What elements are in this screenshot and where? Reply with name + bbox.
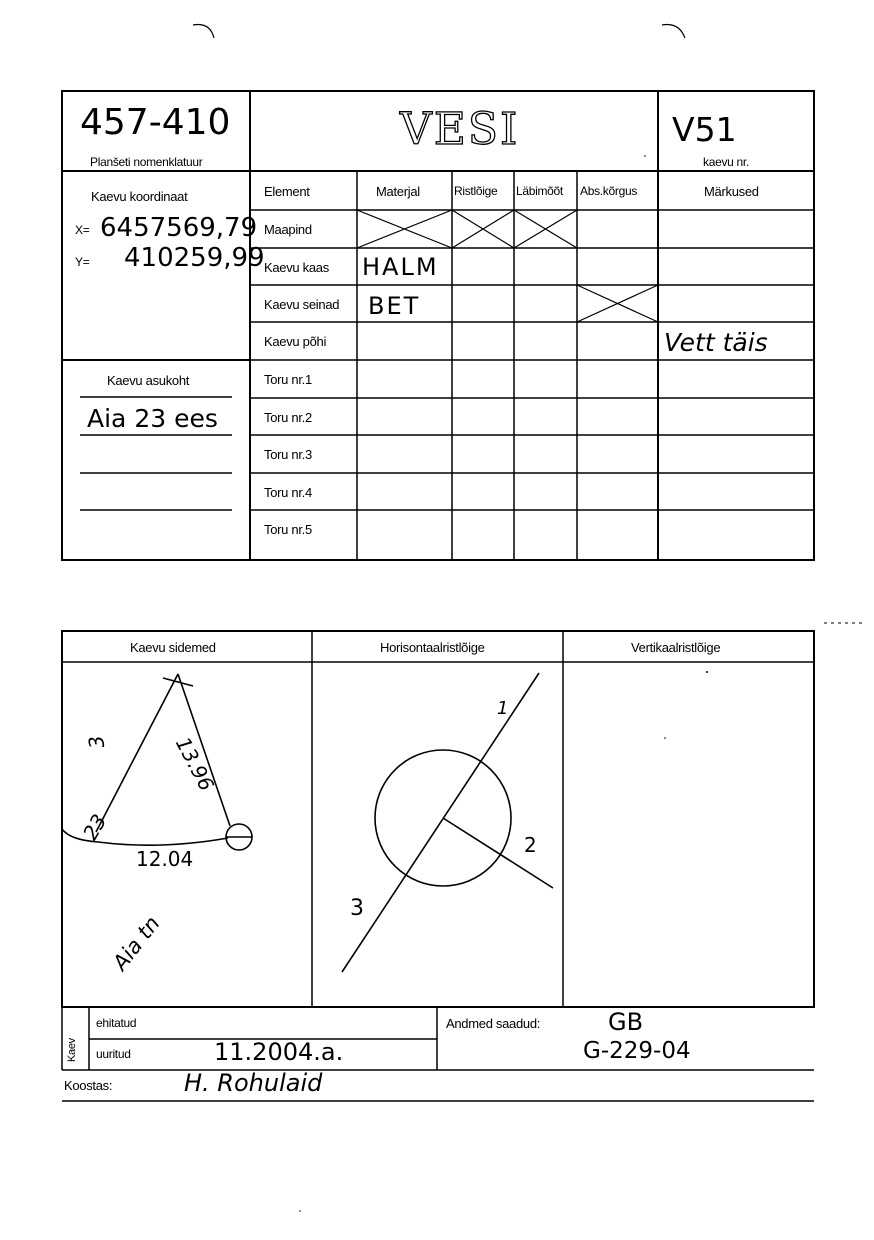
col-header-diameter: Läbimõõt — [516, 184, 563, 198]
walls-material-value: BET — [368, 292, 421, 320]
row-label-pipe-5: Toru nr.5 — [264, 522, 312, 537]
row-label-pipe-1: Toru nr.1 — [264, 372, 312, 387]
coordinates-label: Kaevu koordinaat — [91, 189, 188, 204]
location-label: Kaevu asukoht — [107, 373, 190, 388]
well-number-value: V51 — [672, 110, 737, 149]
col-header-material: Materjal — [376, 184, 420, 199]
built-label: ehitatud — [96, 1016, 137, 1030]
section-header-horizontal: Horisontaalristlõige — [380, 640, 485, 655]
tie-left-distance: 3 — [83, 733, 110, 751]
data-source-reference: G-229-04 — [583, 1038, 691, 1064]
col-header-cross-section: Ristlõige — [454, 184, 498, 198]
y-prefix: Y= — [75, 255, 90, 269]
tie-corner-distance: 23 — [77, 809, 112, 845]
pipe-2-label: 2 — [524, 833, 537, 857]
author-value: H. Rohulaid — [184, 1069, 323, 1097]
col-header-remarks: Märkused — [704, 184, 759, 199]
section-header-ties: Kaevu sidemed — [130, 640, 216, 655]
row-label-ground: Maapind — [264, 222, 312, 237]
well-side-label: Kaev — [66, 1038, 78, 1062]
document-title: VESI — [400, 104, 520, 155]
row-label-pipe-4: Toru nr.4 — [264, 485, 312, 500]
nomenclature-value: 457-410 — [80, 102, 231, 143]
data-source-label: Andmed saadud: — [446, 1016, 541, 1031]
x-prefix: X= — [75, 223, 90, 237]
col-header-element: Element — [264, 184, 310, 199]
location-value: Aia 23 ees — [87, 404, 218, 433]
bottom-remarks-value: Vett täis — [664, 328, 768, 357]
y-coordinate-value: 410259,99 — [124, 243, 265, 273]
nomenclature-label: Planšeti nomenklatuur — [90, 155, 203, 169]
lid-material-value: HALM — [362, 253, 439, 281]
author-label: Koostas: — [64, 1078, 113, 1093]
pipe-3-label: 3 — [350, 896, 364, 921]
row-label-pipe-3: Toru nr.3 — [264, 447, 312, 462]
tie-base-distance: 12.04 — [136, 847, 194, 871]
surveyed-date-value: 11.2004.a. — [214, 1038, 344, 1066]
surveyed-label: uuritud — [96, 1047, 131, 1061]
tie-right-distance: 13.96 — [170, 733, 219, 795]
pipe-1-label: 1 — [497, 698, 509, 719]
x-coordinate-value: 6457569,79 — [100, 213, 258, 243]
well-number-label: kaevu nr. — [703, 155, 749, 169]
row-label-lid: Kaevu kaas — [264, 260, 329, 275]
data-source-code: GB — [608, 1008, 644, 1036]
col-header-abs-height: Abs.kõrgus — [580, 184, 638, 198]
row-label-bottom: Kaevu põhi — [264, 334, 327, 349]
street-label: Aia tn — [108, 911, 165, 975]
row-label-walls: Kaevu seinad — [264, 297, 340, 312]
row-label-pipe-2: Toru nr.2 — [264, 410, 312, 425]
section-header-vertical: Vertikaalristlõige — [631, 640, 721, 655]
